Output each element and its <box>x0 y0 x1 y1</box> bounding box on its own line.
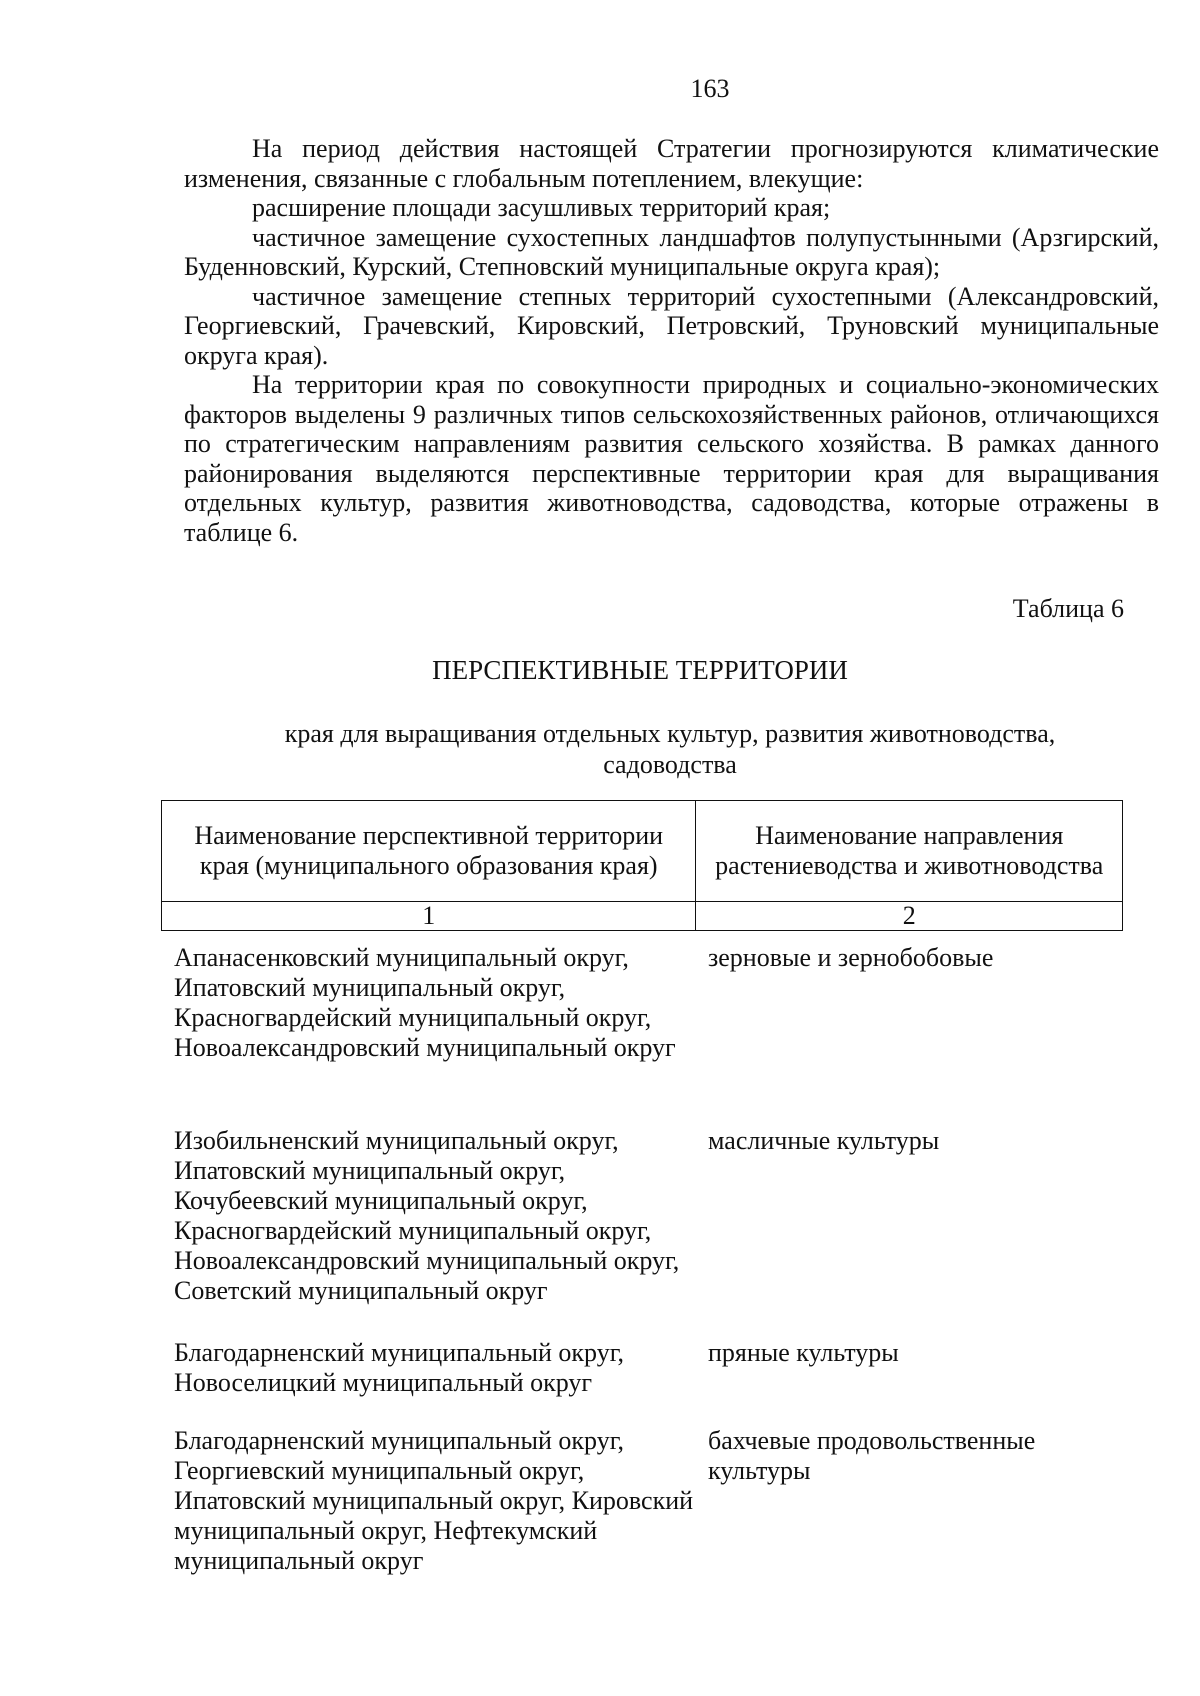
table-body <box>174 943 1134 1576</box>
table-subtitle-line: края для выращивания отдельных культур, развития животноводства, <box>284 719 1056 748</box>
direction-cell: масличные культуры <box>708 1126 940 1155</box>
column-number: 1 <box>162 902 696 931</box>
table-row <box>174 1426 1134 1576</box>
header-territory: Наименование перспективной территории края (муниципального образования края) <box>162 801 696 902</box>
paragraph-semidesert-replacement: частичное замещение сухостепных ландшафтов полупустынными (Арзгирский, Буденновский, Курский, Степновский муниципальные округа края); <box>184 222 1159 281</box>
table-row <box>174 1338 1134 1426</box>
table-subtitle <box>0 718 1200 780</box>
territory-cell: Благодарненский муниципальный округ, Новоселицкий муниципальный округ <box>174 1338 624 1397</box>
paragraph-agricultural-zoning: На территории края по совокупности природных и социально-экономических факторов выделены 9 различных типов сельскохозяйственных районов, отличающихся по стратегическим направлениям развития сельского хозяйства. В рамках данного районирования выделяются перспективные территории края для выращивания отдельных культур, развития животноводства, садоводства, которые отражены в таблице 6. <box>184 370 1159 547</box>
body-text <box>184 134 1159 547</box>
paragraph-arid-expansion: расширение площади засушливых территорий края; <box>252 193 831 222</box>
territory-cell: Изобильненский муниципальный округ, Ипатовский муниципальный округ, Кочубеевский муниципальный округ, Красногвардейский муниципальный округ, Новоалександровский муниципальный округ, Советский муниципальный округ <box>174 1126 680 1305</box>
table-subtitle-line: садоводства <box>603 750 737 779</box>
direction-cell: пряные культуры <box>708 1338 899 1367</box>
column-number: 2 <box>696 902 1123 931</box>
table-caption: Таблица 6 <box>1012 594 1124 623</box>
header-direction: Наименование направления растениеводства и животноводства <box>696 801 1123 902</box>
territory-cell: Апанасенковский муниципальный округ, Ипатовский муниципальный округ, Красногвардейский муниципальный округ, Новоалександровский муниципальный округ <box>174 943 676 1062</box>
table-row <box>174 1126 1134 1338</box>
table-title: ПЕРСПЕКТИВНЫЕ ТЕРРИТОРИИ <box>432 655 848 685</box>
table-row <box>174 943 1134 1126</box>
territory-cell: Благодарненский муниципальный округ, Георгиевский муниципальный округ, Ипатовский муниципальный округ, Кировский муниципальный округ, Нефтекумский муниципальный округ <box>174 1426 694 1575</box>
direction-cell: бахчевые продовольственные культуры <box>708 1426 1036 1485</box>
table-header <box>161 800 1123 931</box>
paragraph-drysteppe-replacement: частичное замещение степных территорий сухостепными (Александровский, Георгиевский, Грачевский, Кировский, Петровский, Труновский муниципальные округа края). <box>184 281 1159 370</box>
direction-cell: зерновые и зернобобовые <box>708 943 994 972</box>
table-column-numbers <box>162 902 1123 931</box>
page-number: 163 <box>690 74 730 103</box>
table-header-row <box>162 801 1123 902</box>
paragraph-climate-intro: На период действия настоящей Стратегии прогнозируются климатические изменения, связанные с глобальным потеплением, влекущие: <box>184 134 1159 193</box>
